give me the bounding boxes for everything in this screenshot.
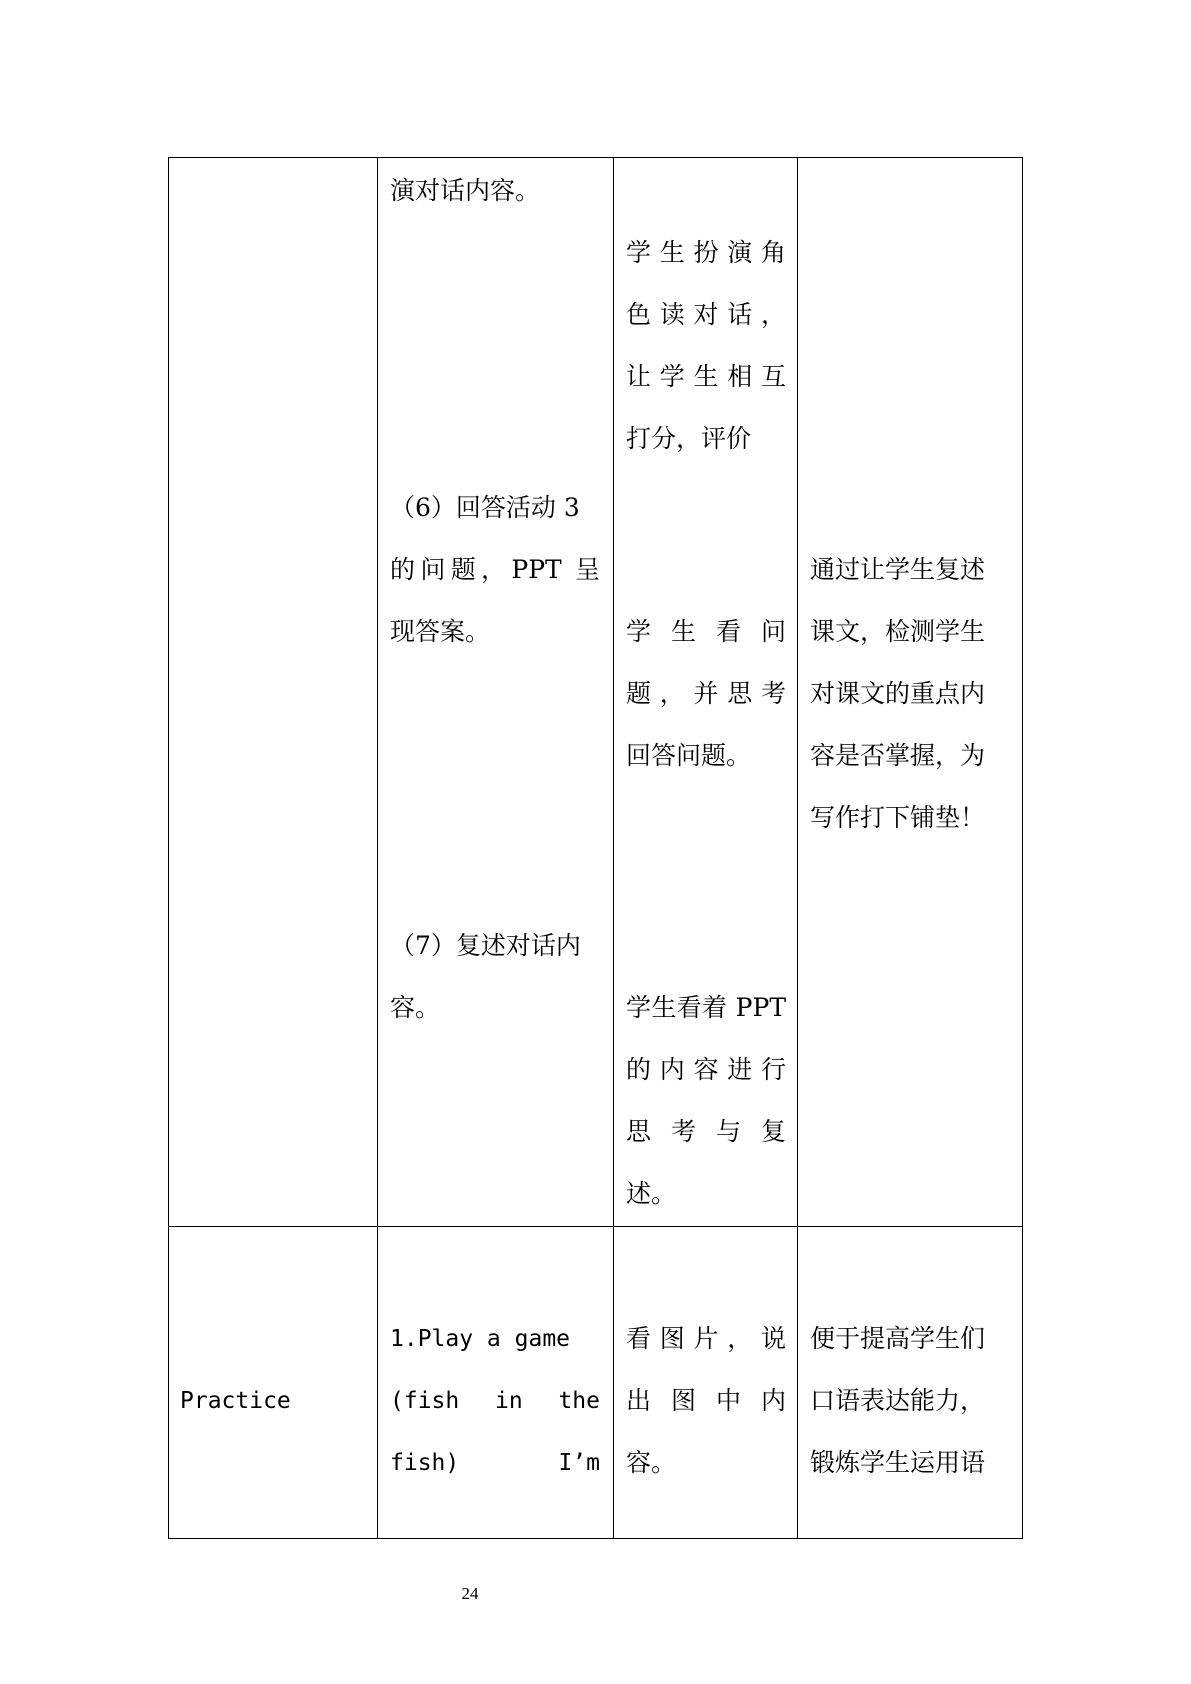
text-line: (fish in the	[390, 1388, 600, 1414]
text-line: 看图片，说	[626, 1324, 786, 1353]
stage-label: Practice	[180, 1388, 291, 1414]
text-line: 学生扮演角	[626, 238, 786, 267]
text-line: 的问题，PPT 呈	[390, 555, 600, 584]
row1-student-activity-cell	[614, 158, 797, 1226]
text-line: 便于提高学生们	[810, 1324, 986, 1353]
text-line: 现答案。	[390, 617, 491, 646]
text-line: 回答问题。	[626, 741, 752, 770]
table-border-bottom	[168, 1538, 1023, 1539]
text-line: fish) I’m	[390, 1450, 600, 1476]
text-line: 的内容进行	[626, 1055, 786, 1084]
text-line: （7）复述对话内	[390, 931, 581, 960]
text-line: 对课文的重点内	[810, 679, 986, 708]
text-line: 打分，评价	[626, 424, 752, 453]
text-line: 锻炼学生运用语	[810, 1448, 986, 1477]
row1-design-intent-cell	[798, 158, 1022, 1226]
text-line: 让学生相互	[626, 362, 786, 391]
text-line: 述。	[626, 1179, 677, 1208]
text-line: 容。	[626, 1448, 677, 1477]
page-number: 24	[461, 1584, 479, 1603]
row2-student-activity-cell	[614, 1227, 797, 1538]
text-line: （6）回答活动 3	[390, 493, 580, 522]
row2-design-intent-cell	[798, 1227, 1022, 1538]
text-line: 出图中内	[626, 1386, 786, 1415]
row2-stage-cell	[169, 1227, 377, 1538]
row2-teacher-activity-cell	[378, 1227, 613, 1538]
text-line: 思考与复	[626, 1117, 786, 1146]
text-line: 学生看问	[626, 617, 786, 646]
text-line: 容是否掌握，为	[810, 741, 986, 770]
text-line: 口语表达能力，	[810, 1386, 986, 1415]
text-line: 容。	[390, 993, 441, 1022]
text-line: 写作打下铺垫！	[810, 803, 986, 832]
text-line: 课文，检测学生	[810, 617, 986, 646]
row1-teacher-activity-cell	[378, 158, 613, 1226]
table-border-right	[1022, 157, 1023, 1539]
text-line: 1.Play a game	[390, 1326, 571, 1352]
text-line: 题，并思考	[626, 679, 786, 708]
text-line: 色读对话，	[626, 300, 786, 329]
text-line: 演对话内容。	[390, 176, 541, 205]
text-line: 通过让学生复述	[810, 555, 986, 584]
text-line: 学生看着 PPT	[626, 993, 786, 1022]
